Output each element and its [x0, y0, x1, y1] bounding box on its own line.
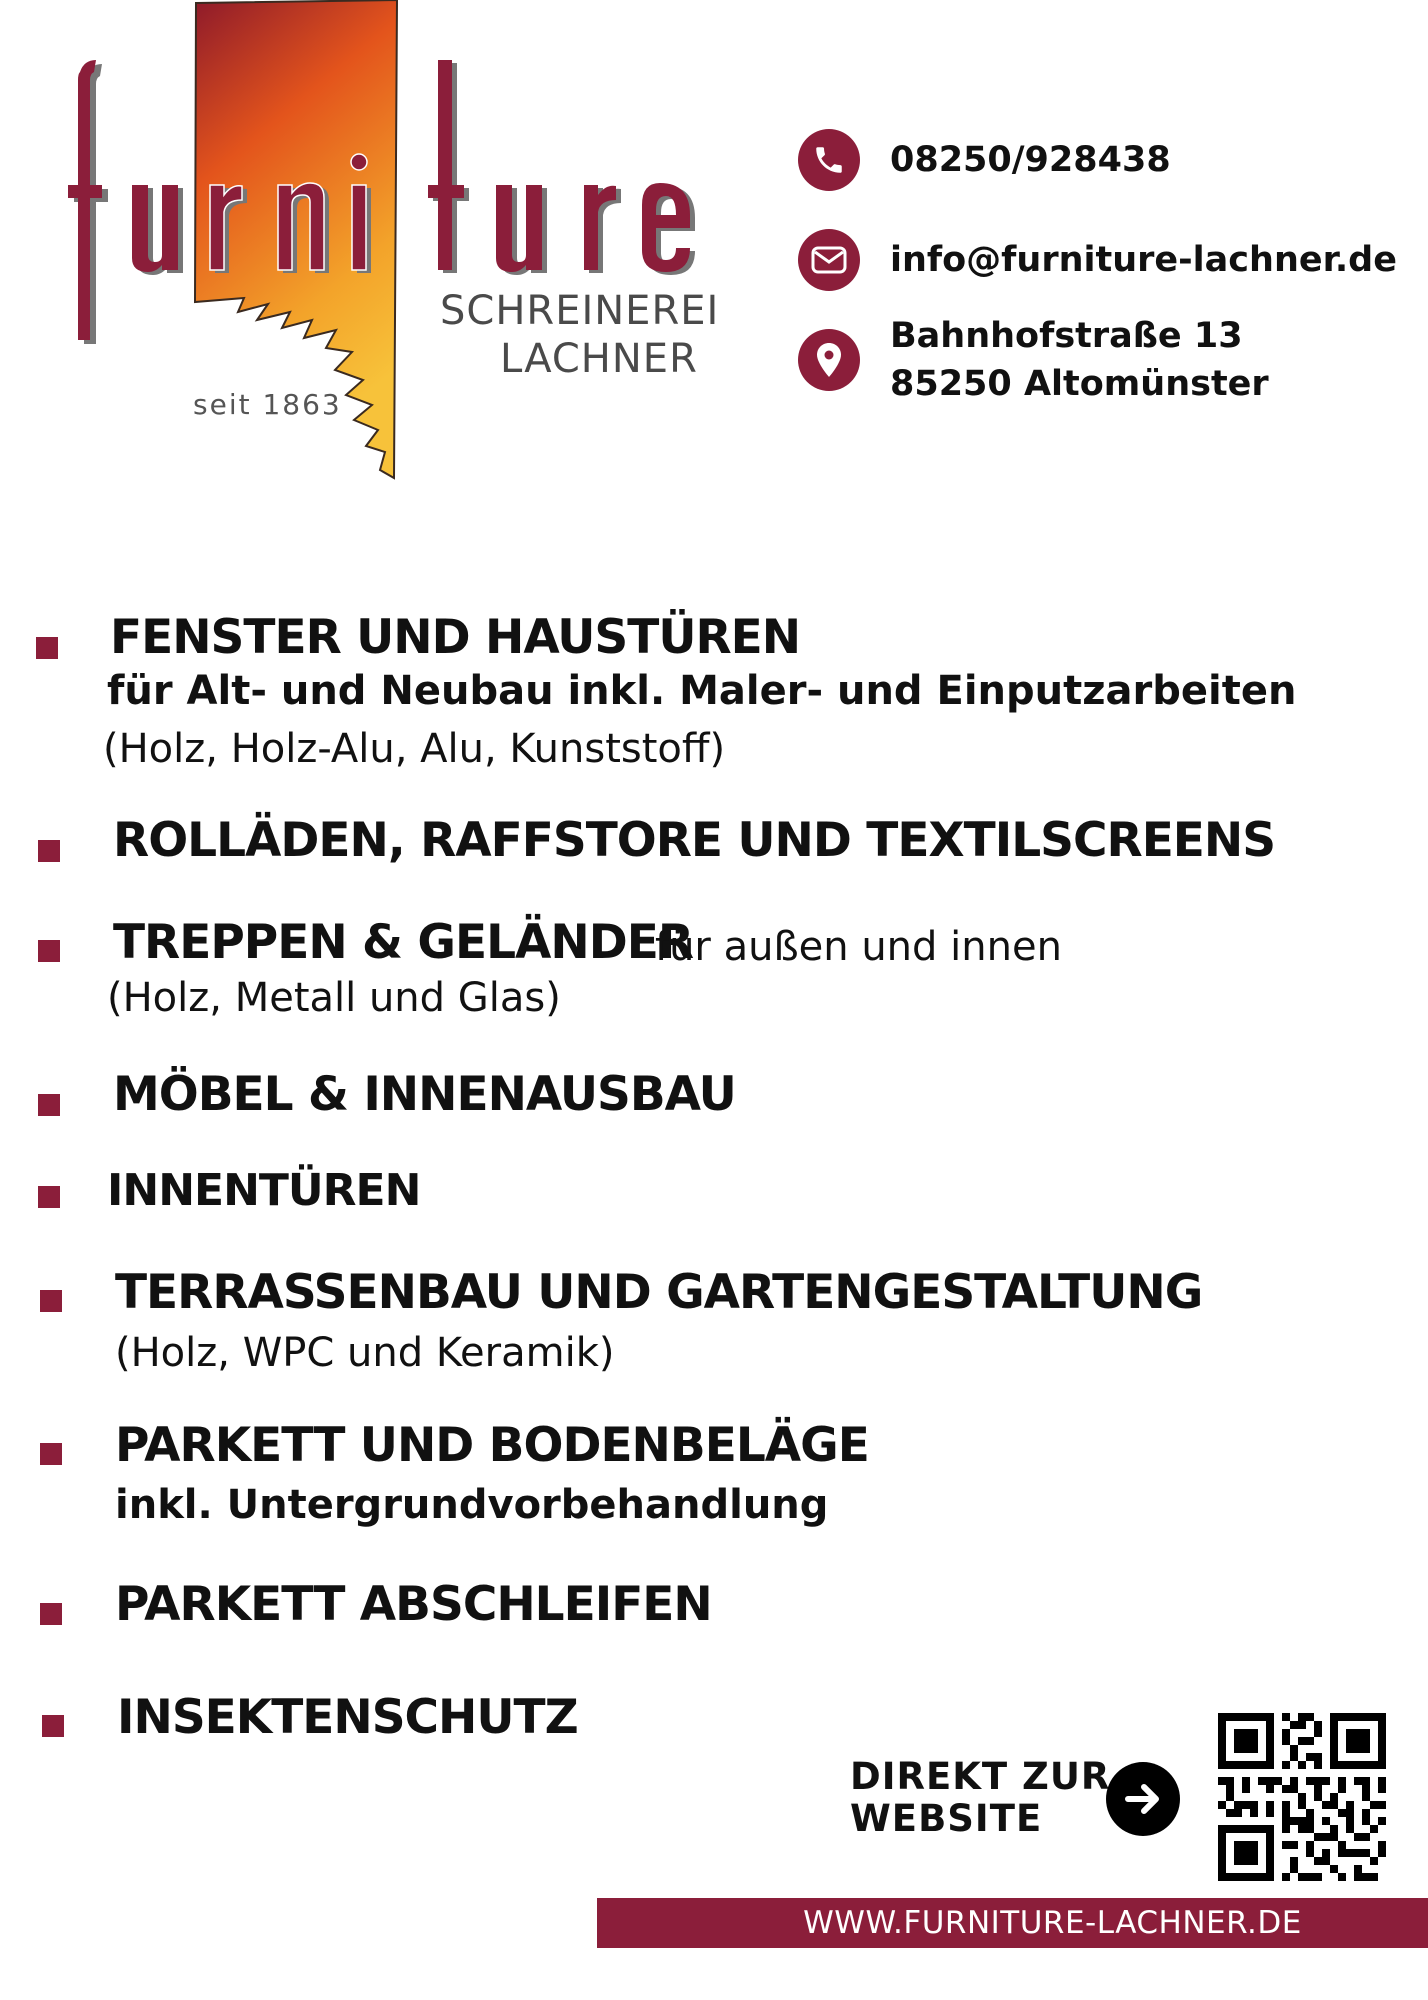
- address-street: Bahnhofstraße 13: [890, 316, 1243, 356]
- cta-line1: DIREKT ZUR: [850, 1755, 1111, 1798]
- address-city: 85250 Altomünster: [890, 364, 1269, 404]
- contact-email[interactable]: [798, 229, 1397, 291]
- bullet: [36, 637, 58, 659]
- service-subtitle: für Alt- und Neubau inkl. Maler- und Einputzarbeiten: [107, 668, 1297, 714]
- bullet: [40, 1443, 62, 1465]
- contact-phone[interactable]: [798, 129, 1171, 191]
- service-title: MÖBEL & INNENAUSBAU: [113, 1067, 736, 1122]
- cta-line2: WEBSITE: [850, 1797, 1043, 1840]
- bullet: [38, 840, 60, 862]
- contact-address: [798, 312, 1269, 408]
- service-materials: (Holz, Metall und Glas): [107, 975, 561, 1021]
- bullet: [40, 1290, 62, 1312]
- service-materials: (Holz, WPC und Keramik): [115, 1330, 615, 1376]
- service-title: TREPPEN & GELÄNDER: [113, 915, 694, 970]
- service-title: TERRASSENBAU UND GARTENGESTALTUNG: [115, 1265, 1203, 1320]
- phone-icon: [798, 129, 860, 191]
- service-title: INNENTÜREN: [107, 1165, 421, 1216]
- address: [890, 312, 1269, 408]
- company-logo: [60, 0, 710, 490]
- website-cta[interactable]: [850, 1756, 1110, 1840]
- email-address: info@furniture-lachner.de: [890, 240, 1397, 280]
- bullet: [40, 1603, 62, 1625]
- bullet: [42, 1715, 64, 1737]
- mail-icon: [798, 229, 860, 291]
- service-note: für außen und innen: [655, 924, 1062, 970]
- bullet: [38, 1094, 60, 1116]
- qr-code[interactable]: [1218, 1713, 1386, 1881]
- logo-lachner: LACHNER: [500, 336, 698, 382]
- service-materials: (Holz, Holz-Alu, Alu, Kunststoff): [103, 726, 726, 772]
- service-title: PARKETT ABSCHLEIFEN: [115, 1577, 712, 1632]
- service-title: INSEKTENSCHUTZ: [117, 1690, 578, 1745]
- bullet: [38, 1186, 60, 1208]
- logo-graphic: [60, 0, 710, 490]
- bullet: [38, 940, 60, 962]
- logo-schreinerei: SCHREINEREI: [440, 288, 720, 334]
- service-title: ROLLÄDEN, RAFFSTORE UND TEXTILSCREENS: [113, 813, 1276, 868]
- service-title: PARKETT UND BODENBELÄGE: [115, 1418, 869, 1473]
- service-subtitle: inkl. Untergrundvorbehandlung: [115, 1482, 829, 1528]
- website-url: WWW.FURNITURE-LACHNER.DE: [803, 1905, 1302, 1941]
- website-bar[interactable]: [597, 1898, 1428, 1948]
- location-pin-icon: [798, 329, 860, 391]
- phone-number: 08250/928438: [890, 140, 1171, 180]
- service-title: FENSTER UND HAUSTÜREN: [110, 610, 801, 665]
- arrow-right-icon[interactable]: [1106, 1762, 1180, 1836]
- logo-since: seit 1863: [193, 388, 342, 421]
